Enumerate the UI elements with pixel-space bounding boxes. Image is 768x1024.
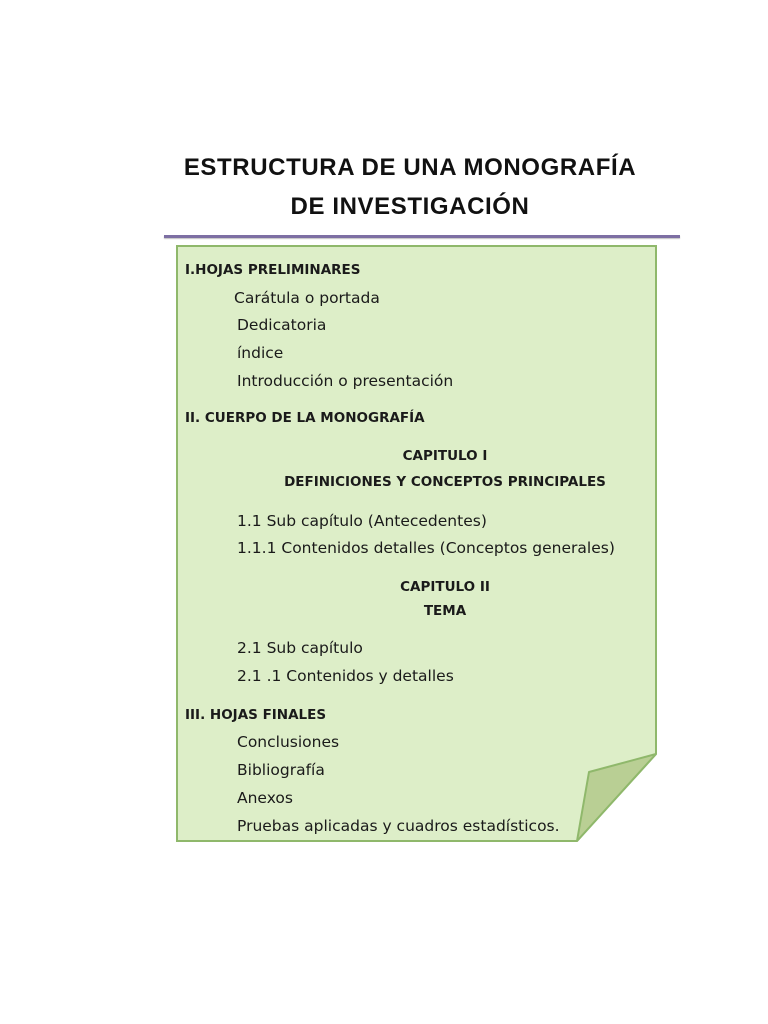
list-item: Bibliografía xyxy=(237,761,325,779)
section-1-heading: I.HOJAS PRELIMINARES xyxy=(185,262,361,278)
list-item: 1.1 Sub capítulo (Antecedentes) xyxy=(237,512,487,530)
chapter-2-title: TEMA xyxy=(423,603,467,619)
outline-content xyxy=(175,244,658,844)
list-item: Anexos xyxy=(237,789,293,807)
chapter-1-title: DEFINICIONES Y CONCEPTOS PRINCIPALES xyxy=(284,474,606,490)
list-item: 1.1.1 Contenidos detalles (Conceptos generales) xyxy=(237,539,615,557)
list-item: Carátula o portada xyxy=(234,289,380,307)
section-2-heading: II. CUERPO DE LA MONOGRAFÍA xyxy=(185,410,425,426)
section-3-heading: III. HOJAS FINALES xyxy=(185,707,327,723)
page-title-line-2: DE INVESTIGACIÓN xyxy=(290,193,530,220)
outline-card xyxy=(175,244,658,844)
list-item: Introducción o presentación xyxy=(237,372,454,390)
list-item: Pruebas aplicadas y cuadros estadísticos. xyxy=(237,817,560,835)
chapter-1-label: CAPITULO I xyxy=(402,448,488,464)
list-item: Dedicatoria xyxy=(237,316,327,334)
page-title-line-1: ESTRUCTURA DE UNA MONOGRAFÍA xyxy=(183,154,637,181)
page-title xyxy=(0,148,768,226)
list-item: 2.1 Sub capítulo xyxy=(237,639,363,657)
title-divider xyxy=(164,235,680,238)
list-item: Conclusiones xyxy=(237,733,340,751)
chapter-2-label: CAPITULO II xyxy=(400,579,490,595)
list-item: índice xyxy=(237,344,284,362)
list-item: 2.1 .1 Contenidos y detalles xyxy=(237,667,454,685)
